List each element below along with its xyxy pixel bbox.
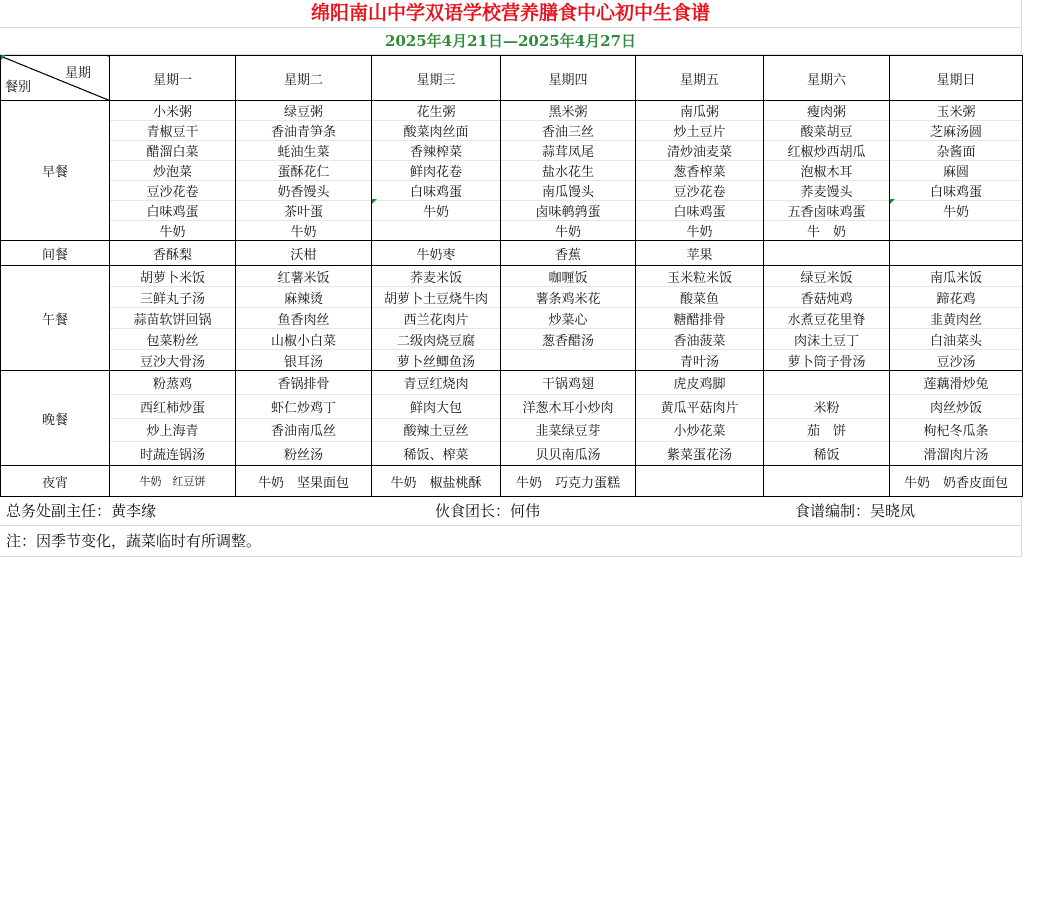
dish: 麻圆 — [890, 161, 1022, 181]
dish: 贝贝南瓜汤 — [535, 448, 601, 464]
dinner-cell — [501, 371, 636, 466]
dish: 玉米粥 — [890, 101, 1022, 121]
dish: 牛 奶 — [806, 225, 846, 240]
dish: 黄瓜平菇肉片 — [636, 395, 763, 419]
dish: 小米粥 — [110, 101, 235, 121]
meal-label-lunch: 午餐 — [1, 266, 110, 371]
dish: 荞麦馒头 — [764, 181, 889, 201]
dish: 南瓜米饭 — [890, 266, 1022, 287]
dish: 黑米粥 — [501, 101, 635, 121]
dish: 薯条鸡米花 — [501, 287, 635, 308]
snack-cell: 牛奶枣 — [372, 241, 501, 266]
dish: 瘦肉粥 — [764, 101, 889, 121]
dish: 豆沙汤 — [936, 354, 976, 370]
dish: 山椒小白菜 — [236, 329, 371, 350]
snack-cell — [764, 241, 890, 266]
dish: 西红柿炒蛋 — [110, 395, 235, 419]
dinner-cell — [372, 371, 501, 466]
dish: 鲜肉大包 — [372, 395, 500, 419]
snack-cell — [890, 241, 1023, 266]
dish: 青叶汤 — [679, 354, 719, 370]
dish: 萝卜筒子骨汤 — [787, 354, 866, 370]
night-cell — [764, 466, 890, 497]
dish: 杂酱面 — [890, 141, 1022, 161]
dish: 银耳汤 — [283, 354, 323, 370]
dish: 香油菠菜 — [636, 329, 763, 350]
dish: 滑溜肉片汤 — [923, 448, 989, 464]
day-header: 星期四 — [501, 56, 636, 101]
dish: 绿豆粥 — [236, 101, 371, 121]
dish: 咖喱饭 — [501, 266, 635, 287]
snack-cell: 苹果 — [636, 241, 764, 266]
dish: 炒上海青 — [110, 419, 235, 443]
dish: 胡萝卜土豆烧牛肉 — [372, 287, 500, 308]
dish: 花生粥 — [372, 101, 500, 121]
dish: 稀饭、榨菜 — [403, 448, 469, 464]
dish: 时蔬连锅汤 — [139, 448, 205, 464]
lunch-cell — [890, 266, 1023, 371]
dish: 粉丝汤 — [283, 448, 323, 464]
night-snack-row — [1, 466, 1023, 497]
dish: 茄 饼 — [764, 419, 889, 443]
snack-cell: 香酥梨 — [110, 241, 236, 266]
corner-cell — [1, 56, 110, 101]
night-cell: 牛奶 坚果面包 — [236, 466, 372, 497]
director-label: 总务处副主任：黄李缘 — [6, 502, 157, 520]
dish: 奶香馒头 — [236, 181, 371, 201]
dish: 水煮豆花里脊 — [764, 308, 889, 329]
dish: 清炒油麦菜 — [636, 141, 763, 161]
dish: 牛奶 — [686, 225, 713, 240]
dinner-cell — [764, 371, 890, 466]
dish: 枸杞冬瓜条 — [890, 419, 1022, 443]
dish: 鲜肉花卷 — [372, 161, 500, 181]
date-range: 2025年4月21日—2025年4月27日 — [0, 28, 1022, 55]
dish: 肉丝炒饭 — [890, 395, 1022, 419]
lunch-cell — [764, 266, 890, 371]
breakfast-cell — [236, 101, 372, 241]
dish: 白味鸡蛋 — [372, 181, 500, 201]
dish: 白油菜头 — [890, 329, 1022, 350]
dish: 牛奶 — [290, 225, 317, 240]
meal-label-dinner: 晚餐 — [1, 371, 110, 466]
meal-label-snack: 间餐 — [1, 241, 110, 266]
dish: 二级肉烧豆腐 — [372, 329, 500, 350]
dish: 泡椒木耳 — [764, 161, 889, 181]
dish: 炒泡菜 — [110, 161, 235, 181]
breakfast-cell — [372, 101, 501, 241]
dish: 醋溜白菜 — [110, 141, 235, 161]
dish — [501, 350, 635, 370]
dish: 豆沙花卷 — [636, 181, 763, 201]
dish: 南瓜馒头 — [501, 181, 635, 201]
day-header: 星期一 — [110, 56, 236, 101]
cell-marker-icon — [372, 199, 377, 204]
dish: 酸菜鱼 — [636, 287, 763, 308]
breakfast-row — [1, 101, 1023, 241]
dinner-cell — [236, 371, 372, 466]
dish — [764, 371, 889, 395]
lunch-cell — [236, 266, 372, 371]
dish: 三鲜丸子汤 — [110, 287, 235, 308]
dish: 芝麻汤圆 — [890, 121, 1022, 141]
footer-note: 注：因季节变化，蔬菜临时有所调整。 — [0, 526, 1022, 557]
night-cell: 牛奶 红豆饼 — [110, 466, 236, 497]
dish: 葱香榨菜 — [636, 161, 763, 181]
dish: 虾仁炒鸡丁 — [236, 395, 371, 419]
dish: 卤味鹌鹑蛋 — [501, 201, 635, 221]
lunch-cell — [110, 266, 236, 371]
dish: 酸辣土豆丝 — [372, 419, 500, 443]
dish: 虎皮鸡脚 — [636, 371, 763, 395]
dish: 包菜粉丝 — [110, 329, 235, 350]
snack-row — [1, 241, 1023, 266]
dish: 紫菜蛋花汤 — [666, 448, 732, 464]
dish: 红椒炒西胡瓜 — [764, 141, 889, 161]
dish: 南瓜粥 — [636, 101, 763, 121]
lunch-cell — [636, 266, 764, 371]
dinner-row — [1, 371, 1023, 466]
dish: 白味鸡蛋 — [890, 181, 1022, 201]
breakfast-cell — [636, 101, 764, 241]
dish: 绿豆米饭 — [764, 266, 889, 287]
dish: 干锅鸡翅 — [501, 371, 635, 395]
page-title: 绵阳南山中学双语学校营养膳食中心初中生食谱 — [0, 0, 1022, 28]
day-header: 星期二 — [236, 56, 372, 101]
canteen-head-label: 伙食团长：何伟 — [435, 502, 541, 520]
dish — [890, 221, 1022, 240]
dish: 粉蒸鸡 — [110, 371, 235, 395]
dish: 白味鸡蛋 — [636, 201, 763, 221]
dish: 牛奶 — [159, 225, 186, 240]
corner-meal-label: 餐别 — [5, 80, 32, 95]
cell-marker-icon — [1, 55, 6, 60]
day-header: 星期三 — [372, 56, 501, 101]
dish: 糖醋排骨 — [636, 308, 763, 329]
dish: 炒菜心 — [501, 308, 635, 329]
dish: 蚝油生菜 — [236, 141, 371, 161]
dish: 香辣榨菜 — [372, 141, 500, 161]
dish: 萝卜丝鲫鱼汤 — [396, 354, 475, 370]
corner-week-label: 星期 — [64, 66, 91, 81]
day-header: 星期五 — [636, 56, 764, 101]
cell-marker-icon — [890, 199, 895, 204]
menu-table — [0, 55, 1023, 497]
dish: 豆沙大骨汤 — [139, 354, 205, 370]
dish: 炒土豆片 — [636, 121, 763, 141]
dish: 蛋酥花仁 — [236, 161, 371, 181]
header-row — [1, 56, 1023, 101]
night-cell — [636, 466, 764, 497]
day-header: 星期六 — [764, 56, 890, 101]
dish: 五香卤味鸡蛋 — [764, 201, 889, 221]
dish: 洋葱木耳小炒肉 — [501, 395, 635, 419]
dish: 葱香醋汤 — [501, 329, 635, 350]
dish: 香油南瓜丝 — [236, 419, 371, 443]
dish: 肉沫土豆丁 — [764, 329, 889, 350]
dish: 蒜茸凤尾 — [501, 141, 635, 161]
dish: 牛奶 — [372, 201, 500, 221]
dinner-cell — [110, 371, 236, 466]
dish: 小炒花菜 — [636, 419, 763, 443]
dish: 荞麦米饭 — [372, 266, 500, 287]
dish: 韭黄肉丝 — [890, 308, 1022, 329]
dish — [372, 221, 500, 240]
dinner-cell — [890, 371, 1023, 466]
meal-label-night: 夜宵 — [1, 466, 110, 497]
dish: 西兰花肉片 — [372, 308, 500, 329]
dish: 牛奶 — [890, 201, 1022, 221]
dish: 莲藕滑炒兔 — [890, 371, 1022, 395]
dish: 豆沙花卷 — [110, 181, 235, 201]
dish: 牛奶 — [554, 225, 581, 240]
dish: 盐水花生 — [501, 161, 635, 181]
meal-label-breakfast: 早餐 — [1, 101, 110, 241]
dish: 香菇炖鸡 — [764, 287, 889, 308]
night-cell: 牛奶 奶香皮面包 — [890, 466, 1023, 497]
lunch-cell — [501, 266, 636, 371]
dish: 酸菜胡豆 — [764, 121, 889, 141]
footer-signatures — [0, 497, 1022, 526]
dish: 茶叶蛋 — [236, 201, 371, 221]
dish: 鱼香肉丝 — [236, 308, 371, 329]
dish: 酸菜肉丝面 — [372, 121, 500, 141]
snack-cell: 香蕉 — [501, 241, 636, 266]
lunch-cell — [372, 266, 501, 371]
night-cell: 牛奶 椒盐桃酥 — [372, 466, 501, 497]
lunch-row — [1, 266, 1023, 371]
dish: 青椒豆干 — [110, 121, 235, 141]
breakfast-cell — [501, 101, 636, 241]
breakfast-cell — [764, 101, 890, 241]
dish: 胡萝卜米饭 — [110, 266, 235, 287]
dish: 白味鸡蛋 — [110, 201, 235, 221]
breakfast-cell — [890, 101, 1023, 241]
dish: 红薯米饭 — [236, 266, 371, 287]
day-header: 星期日 — [890, 56, 1023, 101]
dish: 稀饭 — [813, 448, 840, 464]
menu-editor-label: 食谱编制：吴晓凤 — [795, 502, 916, 520]
dish: 米粉 — [764, 395, 889, 419]
snack-cell: 沃柑 — [236, 241, 372, 266]
dish: 香锅排骨 — [236, 371, 371, 395]
dish: 蹄花鸡 — [890, 287, 1022, 308]
dish: 玉米粒米饭 — [636, 266, 763, 287]
breakfast-cell — [110, 101, 236, 241]
night-cell: 牛奶 巧克力蛋糕 — [501, 466, 636, 497]
dish: 蒜苗软饼回锅 — [110, 308, 235, 329]
dish: 青豆红烧肉 — [372, 371, 500, 395]
dish: 韭菜绿豆芽 — [501, 419, 635, 443]
dish: 麻辣烫 — [236, 287, 371, 308]
dish: 香油三丝 — [501, 121, 635, 141]
dish: 香油青笋条 — [236, 121, 371, 141]
dinner-cell — [636, 371, 764, 466]
